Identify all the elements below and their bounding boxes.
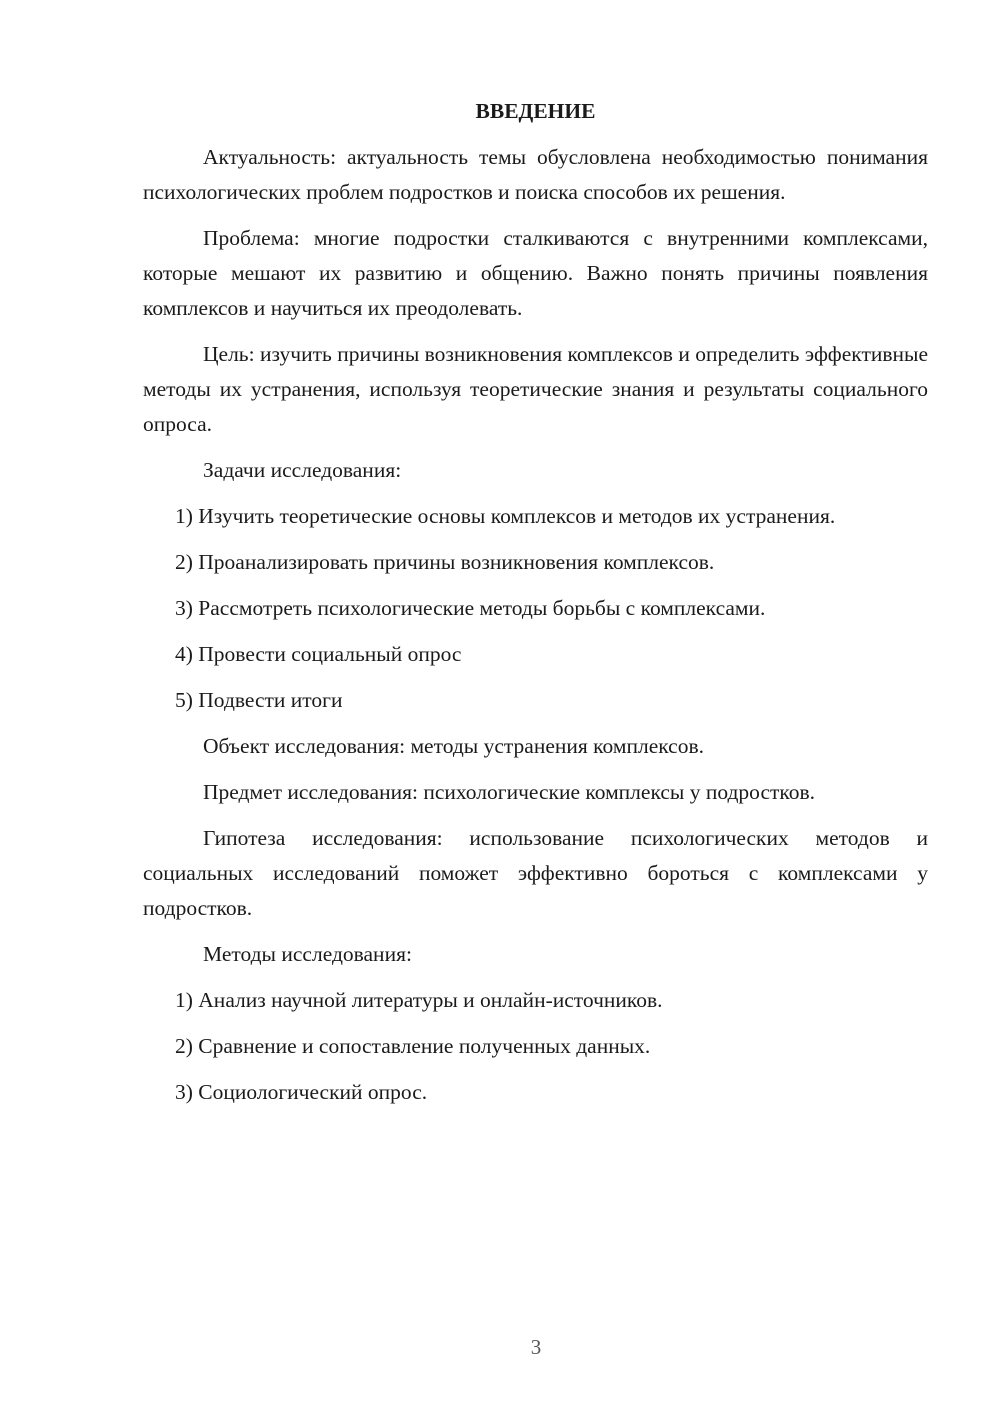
hypothesis-paragraph: Гипотеза исследования: использование психологических методов и социальных исследований поможет эффективно бороться с комплексами у подростков.	[143, 826, 928, 920]
document-page	[143, 94, 928, 1121]
problem-paragraph: Проблема: многие подростки сталкиваются с внутренними комплексами, которые мешают их развитию и общению. Важно понять причины появления комплексов и научиться их преодолевать.	[143, 226, 928, 320]
method-item: 1) Анализ научной литературы и онлайн-источников.	[175, 988, 663, 1012]
task-item: 2) Проанализировать причины возникновения комплексов.	[175, 550, 715, 574]
methods-label: Методы исследования:	[203, 942, 412, 966]
goal-paragraph: Цель: изучить причины возникновения комплексов и определить эффективные методы их устранения, используя теоретические знания и результаты социального опроса.	[143, 342, 928, 436]
task-item: 1) Изучить теоретические основы комплексов и методов их устранения.	[175, 504, 836, 528]
tasks-label: Задачи исследования:	[203, 458, 402, 482]
method-item: 2) Сравнение и сопоставление полученных данных.	[175, 1034, 651, 1058]
method-item: 3) Социологический опрос.	[175, 1080, 428, 1104]
subject-paragraph: Предмет исследования: психологические комплексы у подростков.	[203, 780, 816, 804]
task-item: 3) Рассмотреть психологические методы борьбы с комплексами.	[175, 596, 766, 620]
object-paragraph: Объект исследования: методы устранения комплексов.	[203, 734, 704, 758]
page-number: 3	[530, 1335, 542, 1359]
task-item: 4) Провести социальный опрос	[175, 642, 462, 666]
task-item: 5) Подвести итоги	[175, 688, 343, 712]
relevance-paragraph: Актуальность: актуальность темы обусловлена необходимостью понимания психологических проблем подростков и поиска способов их решения.	[143, 145, 928, 204]
page-title: ВВЕДЕНИЕ	[475, 99, 596, 123]
